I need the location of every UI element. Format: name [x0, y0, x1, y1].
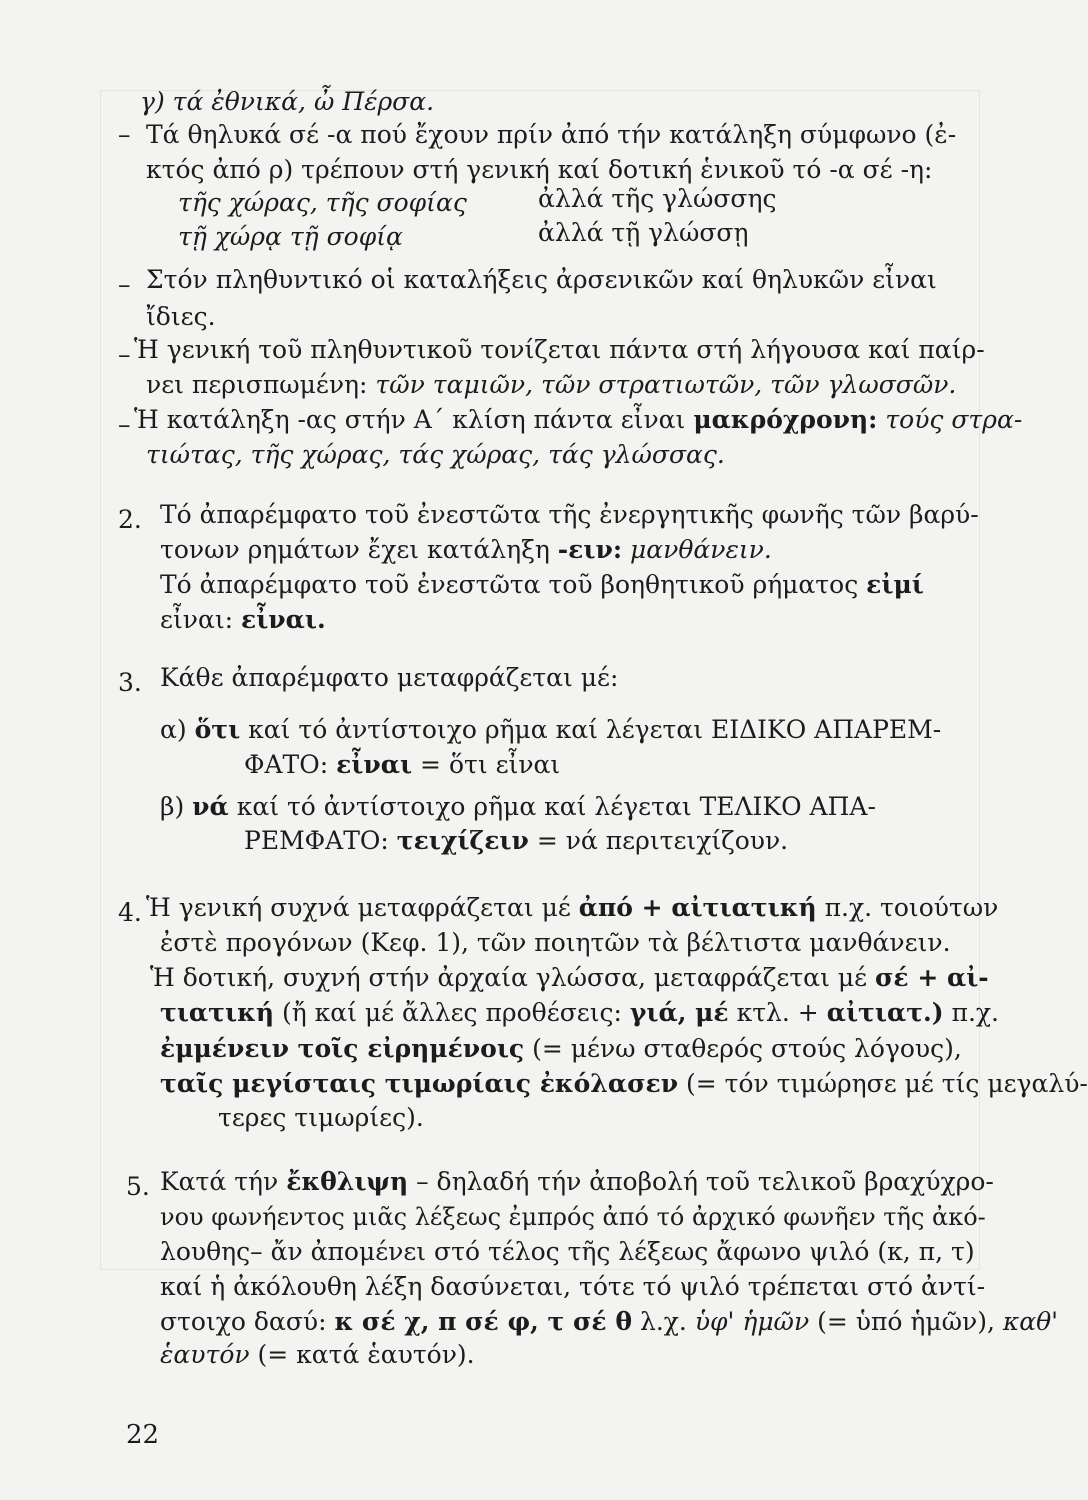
intro-text: γ) τά ἐθνικά, ὦ Πέρσα.	[140, 87, 435, 116]
item3-b-eq: = νά περιτειχίζουν.	[536, 826, 789, 855]
bullet4-text: Ἡ κατάληξη -ας στήν Α΄ κλίση πάντα εἶναι	[134, 405, 686, 434]
item4-line5	[160, 1034, 962, 1064]
item4-line1	[146, 893, 998, 923]
item4-bold6: ταῖς μεγίσταις τιμωρίαις ἐκόλασεν	[160, 1069, 679, 1098]
page-number: 22	[126, 1420, 160, 1450]
intro-line	[140, 87, 434, 117]
item4-text3: Ἡ δοτική, συχνή στήν ἀρχαία γλώσσα, μεταφράζεται μέ	[150, 963, 868, 992]
item2-line2	[160, 535, 772, 565]
dash-marker: –	[118, 270, 131, 299]
bullet1-line1: Τά θηλυκά σέ -α πού ἔχουν πρίν ἀπό τήν κατάληξη σύμφωνο (ἐ-	[146, 120, 957, 149]
item3-b-line1	[160, 792, 876, 822]
bullet3-line2	[146, 370, 956, 400]
item2-line4	[160, 605, 326, 635]
item4-bold: ἀπό + αἰτιατική	[578, 893, 817, 922]
item3-a-label: α)	[160, 715, 187, 744]
item4-line3	[150, 963, 989, 993]
item5-line4: καί ἡ ἀκόλουθη λέξη δασύνεται, τότε τό ψιλό τρέπεται στό ἀντί-	[160, 1272, 986, 1301]
item3-b-word: τειχίζειν	[396, 826, 529, 855]
item5-text: Κατά τήν	[160, 1167, 279, 1196]
item4-bold5: ἐμμένειν τοῖς εἰρημένοις	[160, 1034, 525, 1063]
item4-text: Ἡ γενική συχνά μεταφράζεται μέ	[146, 893, 571, 922]
item3-number: 3.	[118, 668, 142, 697]
item3-b-line2	[244, 826, 788, 856]
item5-line3: λουθης– ἄν ἀπομένει στό τέλος τῆς λέξεως ἄφωνο ψιλό (κ, π, τ)	[160, 1237, 975, 1266]
bullet3-line1: Ἡ γενική τοῦ πληθυντικοῦ τονίζεται πάντα στή λήγουσα καί παίρ-	[134, 335, 985, 364]
item3-a-word: εἶναι	[336, 750, 413, 779]
item5-line2: νου φωνήεντος μιᾶς λέξεως ἐμπρός ἀπό τό ἀρχικό φωνῆεν τῆς ἀκό-	[160, 1203, 986, 1231]
item5-line6	[160, 1340, 475, 1370]
item5-italic5d: ὑφ' ἡμῶν	[694, 1307, 810, 1336]
item2-number: 2.	[118, 505, 142, 534]
item2-bold: -ειν:	[557, 535, 623, 564]
bullet3-text: νει περισπωμένη:	[146, 370, 368, 399]
item4-eg: π.χ. τοιούτων	[824, 893, 999, 922]
dash-marker: –	[118, 340, 131, 369]
item2-line1: Τό ἀπαρέμφατο τοῦ ἐνεστῶτα τῆς ἐνεργητικῆς φωνῆς τῶν βαρύ-	[160, 500, 979, 529]
bullet4-bold: μακρόχρονη:	[693, 405, 878, 434]
example-right-2: ἀλλά τῇ γλώσσῃ	[538, 218, 749, 247]
item3-a-line2	[244, 750, 560, 780]
item3-b-label: β)	[160, 792, 185, 821]
item5-text6: (= κατά ἑαυτόν).	[257, 1340, 475, 1369]
item5-line5	[160, 1307, 1058, 1337]
item2-italic: μανθάνειν.	[630, 535, 772, 564]
example-left-2: τῇ χώρᾳ τῇ σοφίᾳ	[178, 222, 403, 251]
item2-bold4: εἶναι.	[241, 605, 326, 634]
item5-italic6: ἑαυτόν	[160, 1340, 250, 1369]
item5-bold5: κ σέ χ, π σέ φ, τ σέ θ	[334, 1307, 633, 1336]
example-right-1: ἀλλά τῆς γλώσσης	[538, 184, 777, 213]
item5-text1c: – δηλαδή τήν ἀποβολή τοῦ τελικοῦ βραχύχρο-	[416, 1167, 994, 1196]
item2-text4: εἶναι:	[160, 605, 234, 634]
item4-line4	[160, 998, 999, 1028]
bullet4-italic: τούς στρα-	[885, 405, 1023, 434]
item4-number: 4.	[118, 898, 142, 927]
item4-bold4e: αἰτιατ.)	[826, 998, 944, 1027]
item3-a-text: καί τό ἀντίστοιχο ρῆμα καί λέγεται ΕΙΔΙΚΟ ΑΠΑΡΕΜ-	[248, 715, 942, 744]
item4-text4b: (ἤ καί μέ ἄλλες προθέσεις:	[281, 998, 622, 1027]
item3-a-bold: ὅτι	[194, 715, 241, 744]
item2-line3	[160, 570, 924, 600]
item5-number: 5.	[126, 1172, 150, 1201]
item3-b-remfato: ΡΕΜΦΑΤΟ:	[244, 826, 389, 855]
bullet4-line1	[134, 405, 1022, 435]
item5-italic5f: καθ'	[1002, 1307, 1059, 1336]
item5-line1	[160, 1167, 994, 1197]
item4-text4f: π.χ.	[951, 998, 999, 1027]
item4-line2: ἐστὲ προγόνων (Κεφ. 1), τῶν ποιητῶν τὰ βέλτιστα μανθάνειν.	[160, 928, 951, 957]
bullet2-line2: ἴδιες.	[146, 302, 216, 331]
bullet2-line1: Στόν πληθυντικό οἱ καταλήξεις ἀρσενικῶν καί θηλυκῶν εἶναι	[146, 265, 937, 294]
item3-line1: Κάθε ἀπαρέμφατο μεταφράζεται μέ:	[160, 663, 619, 692]
item2-bold3: εἰμί	[866, 570, 924, 599]
item3-b-text: καί τό ἀντίστοιχο ρῆμα καί λέγεται ΤΕΛΙΚΟ ΑΠΑ-	[236, 792, 876, 821]
dash-marker: –	[118, 410, 131, 439]
item4-bold3: σέ + αἰ-	[874, 963, 989, 992]
item2-text3: Τό ἀπαρέμφατο τοῦ ἐνεστῶτα τοῦ βοηθητικοῦ ρήματος	[160, 570, 859, 599]
dash-marker: –	[118, 120, 131, 149]
item3-b-bold: νά	[192, 792, 229, 821]
item4-text5: (= μένω σταθερός στούς λόγους),	[532, 1034, 962, 1063]
bullet4-line2: τιώτας, τῆς χώρας, τάς χώρας, τάς γλώσσας.	[146, 440, 725, 469]
item2-text: τονων ρημάτων ἔχει κατάληξη	[160, 535, 550, 564]
item5-text5e: (= ὑπό ἡμῶν),	[817, 1307, 995, 1336]
item5-bold: ἔκθλιψη	[286, 1167, 409, 1196]
item4-text4d: κτλ. +	[736, 998, 819, 1027]
example-left-1: τῆς χώρας, τῆς σοφίας	[178, 188, 467, 217]
item4-text6: (= τόν τιμώρησε μέ τίς μεγαλύ-	[686, 1069, 1088, 1098]
item4-line7: τερες τιμωρίες).	[218, 1103, 424, 1132]
item3-a-eq: = ὅτι εἶναι	[420, 750, 561, 779]
item4-line6	[160, 1069, 1088, 1099]
item5-text5a: στοιχο δασύ:	[160, 1307, 327, 1336]
item5-text5c: λ.χ.	[639, 1307, 687, 1336]
item4-bold4a: τιατική	[160, 998, 274, 1027]
item4-bold4c: γιά, μέ	[629, 998, 729, 1027]
item3-a-fato: ΦΑΤΟ:	[244, 750, 329, 779]
item3-a-line1	[160, 715, 941, 745]
bullet1-line2: κτός ἀπό ρ) τρέπουν στή γενική καί δοτική ἑνικοῦ τό -α σέ -η:	[146, 155, 933, 184]
bullet3-examples: τῶν ταμιῶν, τῶν στρατιωτῶν, τῶν γλωσσῶν.	[375, 370, 957, 399]
